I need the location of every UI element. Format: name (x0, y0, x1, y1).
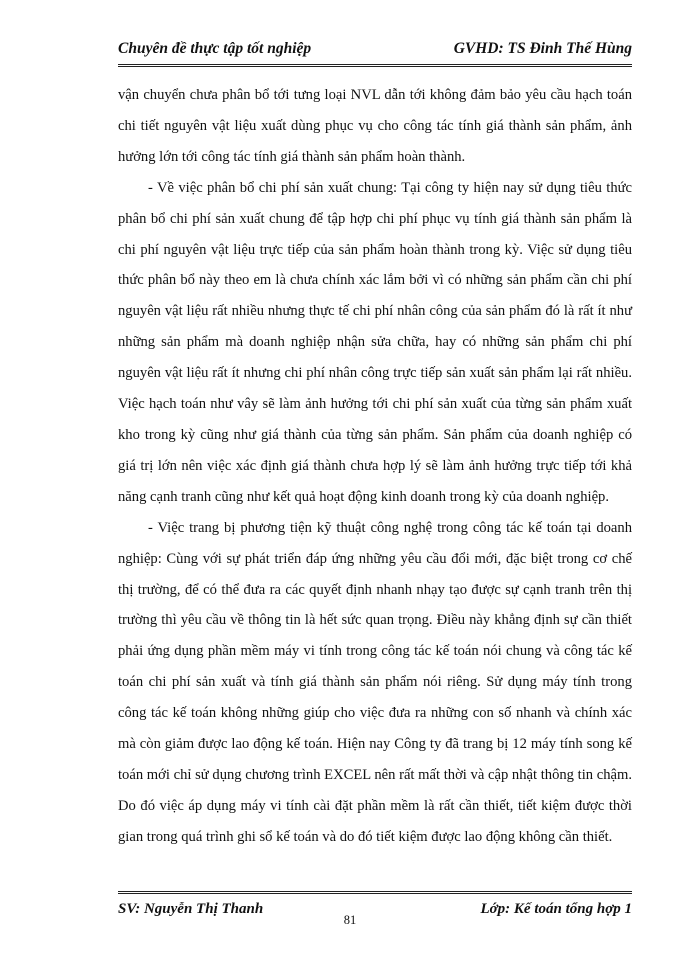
page-number: 81 (343, 913, 357, 927)
footer-student: SV: Nguyễn Thị Thanh (118, 901, 264, 917)
document-body (118, 80, 632, 853)
paragraph-overhead-allocation: - Về việc phân bổ chi phí sản xuất chung: Tại công ty hiện nay sử dụng tiêu thức phân bổ chi phí sản xuất chung để tập hợp chi phí phục vụ tính giá thành sản phẩm là chi phí nguyên vật liệu trực tiếp của sản phẩm hoàn thành trong kỳ. Việc sử dụng tiêu thức phân bổ này theo em là chưa chính xác lắm bởi vì có những sản phẩm cần chi phí nguyên vật liệu rất nhiều nhưng thực tế chi phí nhân công của sản phẩm đó là rất ít như những sản phẩm mà doanh nghiệp nhận sửa chữa, hay có những sản phẩm chi phí nguyên vật liệu rất ít nhưng chi phí nhân công trực tiếp sản xuất sản phẩm lại rất nhiều. Việc hạch toán như vây sẽ làm ảnh hưởng tới chi phí sản xuất của từng sản phẩm xuất kho trong kỳ cũng như giá thành của từng sản phẩm. Sản phẩm của doanh nghiệp có giá trị lớn nên việc xác định giá thành chưa hợp lý sẽ làm ảnh hưởng trực tiếp tới khả năng cạnh tranh cũng như kết quả hoạt động kinh doanh trong kỳ của doanh nghiệp. (118, 179, 632, 505)
page-header (118, 38, 632, 67)
paragraph-technology: - Việc trang bị phương tiện kỹ thuật công nghệ trong công tác kế toán tại doanh nghiệp: Cùng với sự phát triển đáp ứng những yêu cầu đổi mới, đặc biệt trong cơ chế thị trường, để có thể đưa ra các quyết định nhanh nhạy tạo được sự cạnh tranh trên thị trường thì yêu cầu về thông tin là hết sức quan trọng. Điều này khẳng định sự cần thiết phải ứng dụng phần mềm máy vi tính trong công tác kế toán nói chung và công tác kế toán chi phí sản xuất và tính giá thành sản phẩm nói riêng. Sử dụng máy tính trong công tác kế toán không những giúp cho việc đưa ra những con số nhanh và chính xác mà còn giảm được lao động kế toán. Hiện nay Công ty đã trang bị 12 máy tính song kế toán mới chỉ sử dụng chương trình EXCEL nên rất mất thời và cập nhật thông tin chậm. Do đó việc áp dụng máy vi tính cài đặt phần mềm là rất cần thiết, tiết kiệm được thời gian trong quá trình ghi sổ kế toán và do đó tiết kiệm được lao động không cần thiết. (118, 519, 632, 845)
header-supervisor: GVHD: TS Đinh Thế Hùng (453, 40, 632, 57)
header-title: Chuyên đề thực tập tốt nghiệp (118, 40, 312, 57)
footer-class: Lớp: Kế toán tổng hợp 1 (480, 901, 632, 917)
paragraph-continuation: vận chuyển chưa phân bổ tới tưng loại NVL dẫn tới không đảm bảo yêu cầu hạch toán chi tiết nguyên vật liệu xuất dùng phục vụ cho công tác tính giá thành sản phẩm, ảnh hưởng lớn tới công tác tính giá thành sản phẩm hoàn thành. (118, 87, 632, 165)
footer-divider (118, 891, 632, 894)
